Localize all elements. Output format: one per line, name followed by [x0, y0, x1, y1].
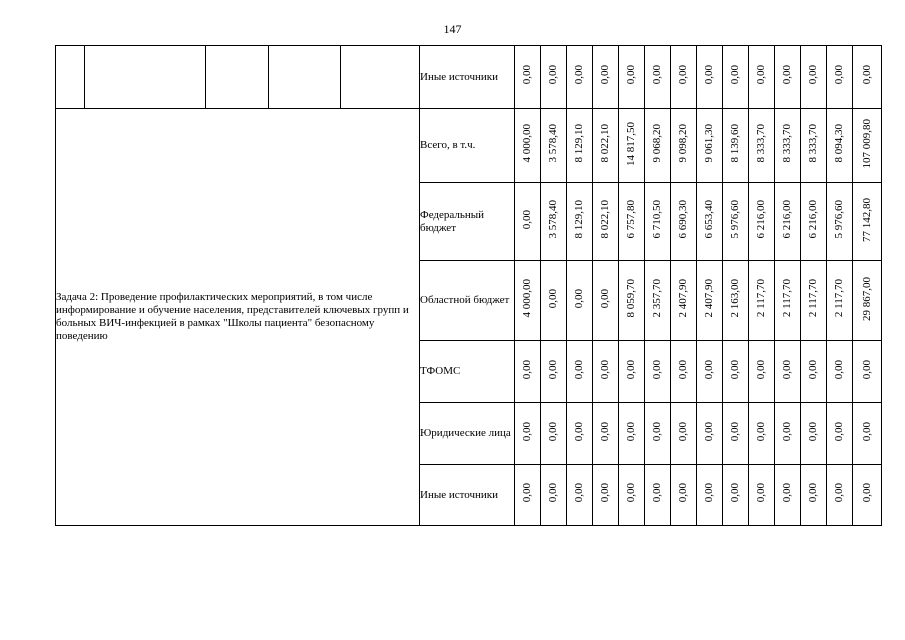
value-text: 8 333,70	[807, 124, 819, 163]
value-text: 0,00	[860, 421, 873, 442]
value-text: 0,00	[625, 359, 637, 380]
value-cell	[619, 341, 645, 403]
value-cell	[749, 341, 775, 403]
value-cell	[541, 46, 567, 109]
value-text: 2 117,70	[807, 279, 819, 318]
value-cell	[567, 109, 593, 183]
value-cell	[619, 46, 645, 109]
value-cell	[541, 465, 567, 526]
value-text: 0,00	[729, 483, 741, 503]
funding-source-label: Иные источники	[420, 488, 499, 501]
value-text: 8 059,70	[625, 279, 637, 318]
value-text: 0,00	[521, 483, 533, 503]
value-cell	[541, 403, 567, 465]
value-cell	[801, 341, 827, 403]
value-text: 0,00	[807, 483, 819, 503]
value-cell	[723, 341, 749, 403]
value-text: 0,00	[833, 359, 845, 380]
value-text: 5 976,60	[833, 200, 845, 239]
value-cell	[853, 465, 882, 526]
value-text: 0,00	[807, 65, 819, 85]
value-text: 2 117,70	[781, 279, 793, 318]
funding-table	[55, 45, 882, 526]
value-text: 8 333,70	[755, 124, 767, 163]
value-cell	[567, 261, 593, 341]
value-cell	[775, 261, 801, 341]
value-cell	[827, 341, 853, 403]
value-cell	[593, 403, 619, 465]
empty-cell	[269, 46, 341, 109]
value-cell	[645, 183, 671, 261]
value-cell	[697, 465, 723, 526]
value-cell	[697, 46, 723, 109]
value-text: 0,00	[781, 359, 793, 380]
value-text: 0,00	[547, 421, 559, 442]
value-text: 0,00	[521, 65, 533, 85]
value-text: 0,00	[651, 65, 663, 85]
value-cell	[775, 465, 801, 526]
value-cell	[853, 341, 882, 403]
value-text: 9 098,20	[677, 124, 689, 163]
value-cell	[593, 183, 619, 261]
value-text: 0,00	[573, 359, 585, 380]
task-description-text: Задача 2: Проведение профилактических мероприятий, в том числе информирование и обучение населения, представителей ключевых групп и больных ВИЧ-инфекцией в рамках "Школы пациента" безопасному поведению	[56, 291, 409, 342]
value-text: 0,00	[547, 288, 559, 309]
value-cell	[853, 261, 882, 341]
value-text: 0,00	[599, 359, 611, 380]
value-cell	[645, 261, 671, 341]
task-description-cell	[56, 109, 420, 526]
value-cell	[853, 46, 882, 109]
value-cell	[619, 109, 645, 183]
value-cell	[567, 183, 593, 261]
value-cell	[697, 341, 723, 403]
funding-source-cell	[420, 465, 515, 526]
value-text: 0,00	[833, 483, 845, 503]
value-cell	[775, 46, 801, 109]
value-cell	[515, 183, 541, 261]
value-cell	[671, 261, 697, 341]
value-cell	[697, 403, 723, 465]
value-cell	[775, 403, 801, 465]
value-text: 0,00	[781, 483, 793, 503]
value-cell	[671, 109, 697, 183]
value-cell	[801, 109, 827, 183]
value-text: 8 022,10	[599, 200, 611, 239]
value-text: 0,00	[807, 421, 819, 442]
value-cell	[541, 341, 567, 403]
value-text: 6 216,00	[781, 200, 793, 239]
value-text: 0,00	[547, 65, 559, 85]
value-text: 0,00	[755, 359, 767, 380]
value-cell	[801, 46, 827, 109]
value-text: 8 333,70	[781, 124, 793, 163]
value-cell	[515, 403, 541, 465]
value-cell	[619, 403, 645, 465]
value-cell	[567, 46, 593, 109]
value-cell	[567, 465, 593, 526]
value-text: 0,00	[573, 483, 585, 503]
value-text: 0,00	[703, 359, 715, 380]
value-cell	[801, 183, 827, 261]
value-text: 4 000,00	[521, 279, 533, 318]
value-text: 2 357,70	[651, 279, 663, 318]
value-cell	[827, 46, 853, 109]
value-text: 0,00	[573, 288, 585, 309]
value-text: 0,00	[651, 359, 663, 380]
value-cell	[593, 465, 619, 526]
value-cell	[723, 109, 749, 183]
value-text: 14 817,50	[625, 121, 637, 166]
value-text: 0,00	[599, 483, 611, 503]
value-text: 0,00	[729, 65, 741, 85]
value-text: 0,00	[521, 421, 533, 442]
value-cell	[541, 109, 567, 183]
value-cell	[723, 403, 749, 465]
value-text: 8 094,30	[833, 124, 845, 163]
value-cell	[619, 183, 645, 261]
value-cell	[723, 261, 749, 341]
value-text: 0,00	[651, 421, 663, 442]
value-text: 0,00	[599, 288, 611, 309]
value-text: 6 710,50	[651, 200, 663, 239]
value-cell	[775, 109, 801, 183]
value-text: 6 690,30	[677, 200, 689, 239]
value-cell	[801, 403, 827, 465]
value-cell	[515, 465, 541, 526]
value-text: 0,00	[860, 65, 873, 85]
value-text: 0,00	[755, 483, 767, 503]
funding-source-cell	[420, 341, 515, 403]
value-cell	[619, 261, 645, 341]
value-cell	[593, 261, 619, 341]
value-cell	[619, 465, 645, 526]
value-text: 0,00	[573, 421, 585, 442]
funding-source-label: Всего, в т.ч.	[420, 139, 476, 151]
value-text: 0,00	[860, 359, 873, 380]
value-text: 4 000,00	[521, 124, 533, 163]
value-cell	[593, 109, 619, 183]
value-cell	[853, 403, 882, 465]
value-text: 0,00	[521, 209, 533, 230]
value-cell	[827, 183, 853, 261]
value-text: 0,00	[599, 421, 611, 442]
value-text: 0,00	[677, 483, 689, 503]
value-text: 0,00	[677, 65, 689, 85]
value-cell	[593, 341, 619, 403]
value-text: 0,00	[755, 421, 767, 442]
value-cell	[671, 183, 697, 261]
value-text: 0,00	[599, 65, 611, 85]
empty-cell	[206, 46, 269, 109]
value-text: 9 068,20	[651, 124, 663, 163]
value-cell	[541, 183, 567, 261]
funding-source-cell	[420, 46, 515, 109]
value-text: 0,00	[625, 421, 637, 442]
value-cell	[697, 109, 723, 183]
value-text: 8 129,10	[573, 200, 585, 239]
value-text: 2 407,90	[703, 279, 715, 318]
value-text: 9 061,30	[703, 124, 715, 163]
value-text: 0,00	[677, 421, 689, 442]
value-text: 8 129,10	[573, 124, 585, 163]
funding-source-label: Областной бюджет	[420, 294, 510, 306]
value-text: 0,00	[833, 421, 845, 442]
value-cell	[827, 109, 853, 183]
value-cell	[515, 46, 541, 109]
value-cell	[645, 46, 671, 109]
value-cell	[723, 183, 749, 261]
funding-source-label: Юридические лица	[420, 427, 511, 439]
funding-source-label: Иные источники	[420, 70, 499, 83]
value-text: 0,00	[651, 483, 663, 503]
value-cell	[749, 261, 775, 341]
empty-cell	[56, 46, 85, 109]
value-text: 107 009,80	[860, 118, 873, 169]
value-cell	[827, 465, 853, 526]
value-cell	[515, 109, 541, 183]
value-text: 3 578,40	[547, 124, 559, 163]
value-text: 0,00	[781, 65, 793, 85]
value-text: 0,00	[625, 483, 637, 503]
value-cell	[593, 46, 619, 109]
value-text: 0,00	[860, 483, 873, 503]
value-text: 0,00	[781, 421, 793, 442]
value-cell	[749, 465, 775, 526]
value-cell	[775, 183, 801, 261]
funding-source-cell	[420, 403, 515, 465]
value-text: 5 976,60	[729, 200, 741, 239]
value-cell	[697, 183, 723, 261]
value-cell	[671, 403, 697, 465]
value-text: 0,00	[755, 65, 767, 85]
value-cell	[671, 341, 697, 403]
table-row	[56, 46, 882, 109]
value-text: 29 867,00	[860, 276, 873, 321]
value-cell	[801, 261, 827, 341]
value-text: 8 022,10	[599, 124, 611, 163]
value-cell	[515, 261, 541, 341]
value-text: 8 139,60	[729, 124, 741, 163]
value-text: 0,00	[625, 65, 637, 85]
value-cell	[515, 341, 541, 403]
funding-source-label: Федеральный бюджет	[420, 208, 485, 234]
value-text: 0,00	[573, 65, 585, 85]
value-cell	[853, 183, 882, 261]
value-text: 0,00	[547, 359, 559, 380]
value-cell	[645, 109, 671, 183]
value-cell	[853, 109, 882, 183]
value-text: 6 216,00	[755, 200, 767, 239]
empty-cell	[85, 46, 206, 109]
value-text: 0,00	[807, 359, 819, 380]
value-cell	[567, 341, 593, 403]
value-text: 0,00	[729, 359, 741, 380]
value-text: 6 653,40	[703, 200, 715, 239]
value-cell	[645, 341, 671, 403]
value-cell	[723, 46, 749, 109]
value-cell	[827, 403, 853, 465]
value-cell	[775, 341, 801, 403]
value-text: 2 407,90	[677, 279, 689, 318]
value-cell	[645, 465, 671, 526]
value-text: 0,00	[703, 65, 715, 85]
page-number: 147	[443, 22, 462, 36]
table-row	[56, 109, 882, 183]
value-cell	[723, 465, 749, 526]
funding-source-label: ТФОМС	[420, 365, 461, 377]
value-text: 3 578,40	[547, 200, 559, 239]
value-cell	[697, 261, 723, 341]
value-cell	[671, 465, 697, 526]
value-text: 2 117,70	[833, 279, 845, 318]
value-cell	[827, 261, 853, 341]
value-text: 0,00	[833, 65, 845, 85]
value-text: 0,00	[547, 483, 559, 503]
value-cell	[671, 46, 697, 109]
value-cell	[749, 109, 775, 183]
funding-source-cell	[420, 261, 515, 341]
funding-source-cell	[420, 183, 515, 261]
value-cell	[645, 403, 671, 465]
value-cell	[541, 261, 567, 341]
empty-cell	[341, 46, 420, 109]
value-cell	[749, 46, 775, 109]
value-cell	[749, 403, 775, 465]
value-text: 6 757,80	[625, 200, 637, 239]
value-text: 0,00	[703, 421, 715, 442]
value-text: 77 142,80	[860, 197, 873, 242]
value-text: 0,00	[729, 421, 741, 442]
value-text: 6 216,00	[807, 200, 819, 239]
value-cell	[749, 183, 775, 261]
value-text: 0,00	[703, 483, 715, 503]
value-text: 2 163,00	[729, 279, 741, 318]
value-cell	[567, 403, 593, 465]
value-cell	[801, 465, 827, 526]
value-text: 2 117,70	[755, 279, 767, 318]
funding-source-cell	[420, 109, 515, 183]
value-text: 0,00	[677, 359, 689, 380]
value-text: 0,00	[521, 359, 533, 380]
